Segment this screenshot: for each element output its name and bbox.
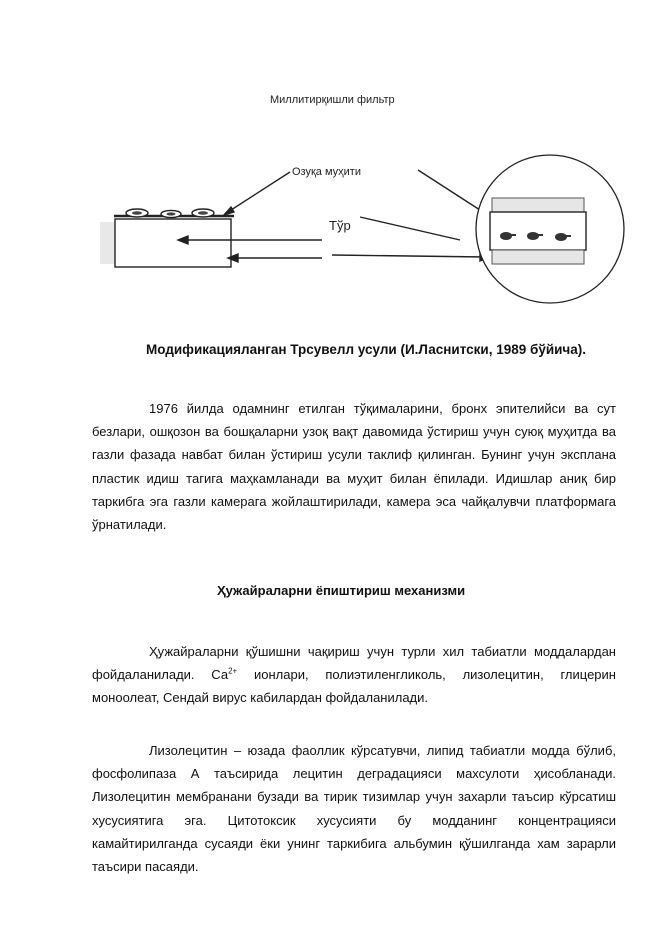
bottom-layer	[492, 250, 584, 264]
paragraph-fusion-agents	[92, 640, 616, 710]
paragraph-2-part-1: Ҳужайраларни қўшишни чақириш учун турли хил табиатли моддалардан фойдаланилади. Са	[92, 644, 616, 683]
paragraph-culture-method	[92, 397, 616, 536]
medium-label: Озуқа муҳити	[292, 166, 361, 178]
membrane-zoom	[490, 212, 586, 250]
paragraph-lysolecithin	[92, 739, 616, 878]
dish-wall	[100, 222, 116, 264]
paragraph-2-text	[92, 640, 616, 710]
paragraph-2-part-2: ионлари, полиэтиленгликоль, лизолецитин, глицерин моноолеат, Сендай вирус кабилардан фойдаланилади.	[92, 667, 616, 706]
diagram-drawing	[0, 0, 661, 330]
calcium-charge: 2+	[228, 666, 238, 676]
filter-label: Миллитирқишли фильтр	[270, 94, 395, 106]
mesh-label: Тўр	[329, 218, 351, 233]
transwell-diagram	[0, 0, 661, 330]
paragraph-1-text: 1976 йилда одамнинг етилган тўқималарини, бронх эпителийси ва сут безлари, ошқозон ва бошқаларни узоқ вақт давомида ўстириш учун суюқ муҳитда ва газли фазада навбат билан ўстириш усули таклиф қилинган. Бунинг учун эксплана пластик идиш тагига маҳкамланади ва муҳит билан ёпилади. Идишлар аниқ бир таркибга эга газли камерага жойлаштирилади, камера эса чайқалувчи платформага ўрнатилади.	[92, 401, 616, 533]
section-heading: Ҳужайраларни ёпиштириш механизми	[217, 583, 466, 598]
cells-on-filter	[126, 209, 214, 218]
paragraph-3-text: Лизолецитин – юзада фаоллик кўрсатувчи, липид табиатли модда бўлиб, фосфолипаза А таъсирида лецитин деградацияси махсулоти ҳисобланади. Лизолецитин мембранани бузади ва тирик тизимлар учун захарли таъсир кўрсатиш хусусиятига эга. Цитотоксик хусусияти бу модданинг концентрацияси камайтирилганда сусаяди ёки унинг таркибига альбумин қўшилганда хам зарарли таъсири пасаяди.	[92, 743, 616, 875]
figure-caption: Модификацияланган Трсувелл усули (И.Ласнитски, 1989 бўйича).	[146, 342, 587, 357]
top-layer	[492, 198, 584, 212]
culture-insert	[115, 219, 231, 267]
